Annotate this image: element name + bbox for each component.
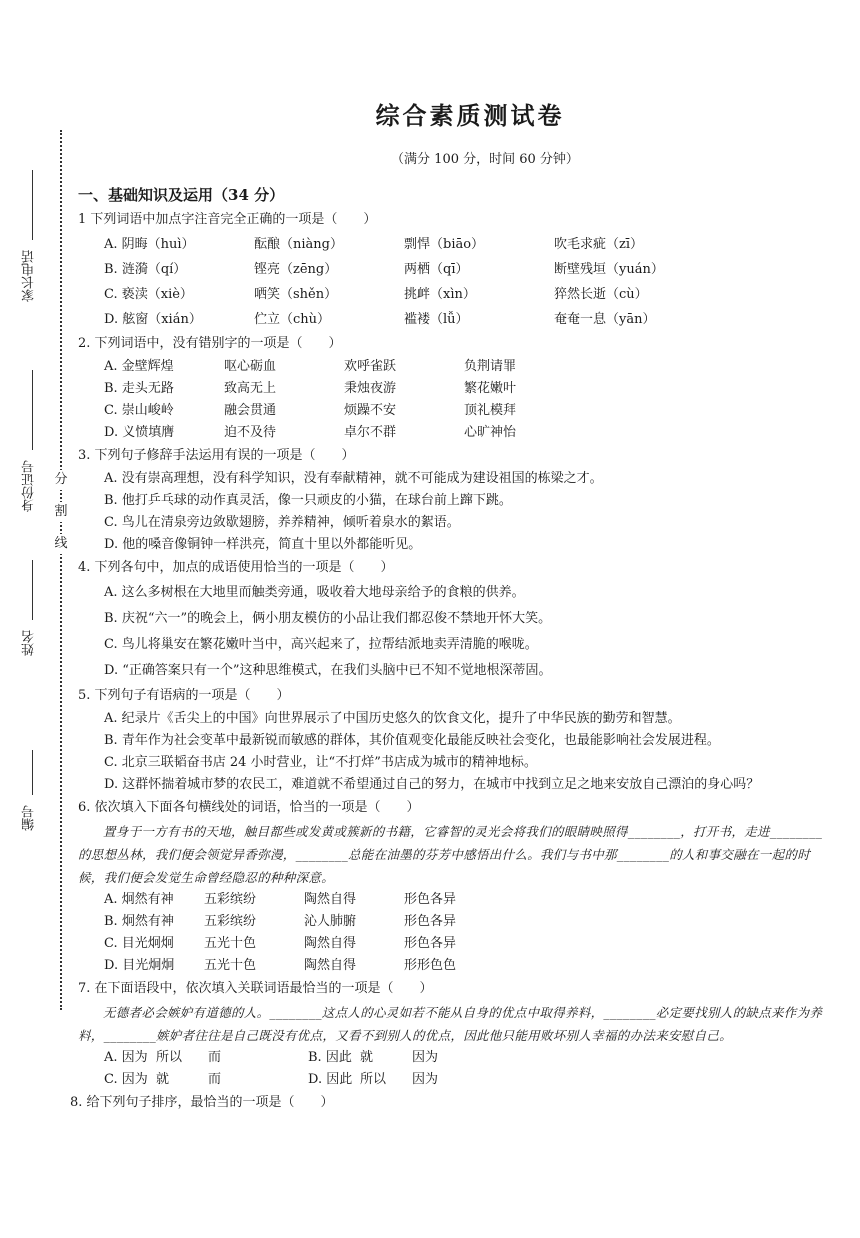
option-text: B. 庆祝“六一”的晚会上，俩小朋友模仿的小品让我们都忍俊不禁地开怀大笑。 [104, 611, 552, 626]
option-row [78, 1047, 840, 1069]
option-cell: B. 走头无路 [104, 381, 174, 396]
option-row [104, 356, 840, 378]
option-cell: 褴褛（lǚ） [404, 312, 469, 327]
option-row [104, 400, 840, 422]
option-cell: C. 目光炯炯 [104, 936, 174, 951]
option-cell: 因为 [412, 1050, 439, 1065]
option-cell: 而 [208, 1050, 222, 1065]
serial-number-blank[interactable] [32, 750, 33, 795]
option-cell: D. 目光炯炯 [104, 958, 175, 973]
reading-passage: 置身于一方有书的天地，触目都些或发黄或簇新的书籍，它睿智的灵光会将我们的眼睛映照得________，打开书，走进________的思想丛林，我们便会领觉异香弥漫，________总能在油墨的芬芳中感悟出什么。我们与书中那________的人和事交融在一起的时候，我们便会发觉生命曾经隐忍的种种深意。 [78, 824, 823, 885]
question-stem: 8. 给下列句子排序，最恰当的一项是（ ） [70, 1095, 334, 1110]
option-cell: A. 因为 [104, 1050, 148, 1065]
option-row [104, 257, 840, 282]
exam-title: 综合素质测试卷 [375, 101, 565, 130]
option-grid [78, 889, 840, 977]
option-text: B. 青年作为社会变革中最新锐而敏感的群体，其价值观变化最能反映社会变化，也最能影响社会发展进程。 [104, 733, 720, 748]
option-cell: 心旷神怡 [464, 425, 517, 440]
option-cell: 陶然自得 [304, 958, 357, 973]
option-cell: C. 崇山峻岭 [104, 403, 174, 418]
option-cell: A. 炯然有神 [104, 892, 174, 907]
parent-phone-label: 家长电话 [22, 250, 37, 302]
option-cell: 伫立（chù） [254, 312, 331, 327]
option-text: D. “正确答案只有一个”这种思维模式，在我们头脑中已不知不觉地根深蒂固。 [104, 663, 552, 678]
option-text: D. 这群怀揣着城市梦的农民工，难道就不希望通过自己的努力，在城市中找到立足之地来安放自己漂泊的身心吗？ [104, 777, 760, 792]
option-cell: 吹毛求疵（zī） [554, 237, 644, 252]
option-cell: 沁人肺腑 [304, 914, 357, 929]
name-label: 姓名 [22, 630, 37, 656]
option-row [104, 955, 840, 977]
option-cell: B. 因此 [308, 1050, 352, 1065]
option-cell: B. 炯然有神 [104, 914, 174, 929]
cut-mark: 割 [52, 502, 70, 522]
option-cell: 五彩缤纷 [204, 892, 257, 907]
option-cell: 铿亮（zēng） [254, 262, 338, 277]
option-row [78, 1069, 840, 1091]
option-cell: A. 金壁辉煌 [104, 359, 174, 374]
option-cell: B. 涟漪（qí） [104, 262, 187, 277]
id-number-blank[interactable] [32, 370, 33, 450]
dotted-cut-line [60, 130, 62, 1010]
question-8 [70, 1091, 840, 1115]
option-row [104, 889, 840, 911]
option-cell: 猝然长逝（cù） [554, 287, 648, 302]
option-row [104, 232, 840, 257]
option-cell: C. 因为 [104, 1072, 148, 1087]
exam-subtitle: （满分 100 分，时间 60 分钟） [391, 152, 579, 167]
question-stem: 3. 下列句子修辞手法运用有误的一项是（ ） [78, 448, 355, 463]
option-text: C. 鸟儿将巢安在繁花嫩叶当中，高兴起来了，拉帮结派地卖弄清脆的喉咙。 [104, 637, 538, 652]
id-number-field [22, 370, 44, 540]
option-cell: D. 因此 [308, 1072, 353, 1087]
option-row [104, 933, 840, 955]
option-cell: A. 阴晦（huì） [104, 237, 195, 252]
option-cell: 欢呼雀跃 [344, 359, 397, 374]
option-text: A. 没有崇高理想，没有科学知识，没有奉献精神，就不可能成为建设祖国的栋梁之才。 [104, 471, 603, 486]
reading-passage: 无德者必会嫉妒有道德的人。________这点人的心灵如若不能从自身的优点中取得养料，________必定要找别人的缺点来作为养料，________嫉妒者往往是自己既没有优点，又看不到别人的优点，因此他只能用败坏别人幸福的办法来安慰自己。 [78, 1005, 823, 1043]
question-stem: 7. 在下面语段中，依次填入关联词语最恰当的一项是（ ） [78, 981, 433, 996]
option-cell: D. 义愤填膺 [104, 425, 175, 440]
option-cell: 顶礼模拜 [464, 403, 517, 418]
option-cell: 五光十色 [204, 936, 257, 951]
option-row [104, 422, 840, 444]
parent-phone-blank[interactable] [32, 170, 33, 240]
option-cell: 形色各异 [404, 936, 457, 951]
option-text: D. 他的嗓音像铜钟一样洪亮，简直十里以外都能听见。 [104, 537, 422, 552]
option-text: C. 北京三联韬奋书店 24 小时营业，让“不打烊”书店成为城市的精神地标。 [104, 755, 537, 770]
option-text: A. 纪录片《舌尖上的中国》向世界展示了中国历史悠久的饮食文化，提升了中华民族的勤劳和智慧。 [104, 711, 681, 726]
option-cell: 形色各异 [404, 892, 457, 907]
option-cell: C. 亵渎（xiè） [104, 287, 193, 302]
cut-mark: 分 [52, 470, 70, 490]
option-grid [78, 232, 840, 332]
question-stem: 4. 下列各句中，加点的成语使用恰当的一项是（ ） [78, 560, 394, 575]
question-4 [78, 556, 840, 684]
option-cell: 哂笑（shěn） [254, 287, 338, 302]
option-cell: 迫不及待 [224, 425, 277, 440]
question-6 [78, 796, 840, 977]
question-2 [78, 332, 840, 444]
option-cell: 负荆请罪 [464, 359, 517, 374]
question-stem: 5. 下列句子有语病的一项是（ ） [78, 688, 290, 703]
id-number-label: 身份证号 [22, 460, 37, 512]
option-text: A. 这么多树根在大地里而触类旁通，吸收着大地母亲给予的食粮的供养。 [104, 585, 525, 600]
option-cell: 五光十色 [204, 958, 257, 973]
parent-phone-field [22, 170, 44, 330]
question-1 [78, 208, 840, 332]
option-cell: 陶然自得 [304, 936, 357, 951]
option-cell: 挑衅（xìn） [404, 287, 476, 302]
option-cell: 断壁残垣（yuán） [554, 262, 664, 277]
name-blank[interactable] [32, 560, 33, 620]
option-text: C. 鸟儿在清泉旁边敛歇翅膀，养养精神，倾听着泉水的絮语。 [104, 515, 460, 530]
option-cell: 剽悍（biāo） [404, 237, 485, 252]
name-field [22, 560, 44, 670]
option-cell: 因为 [412, 1072, 439, 1087]
serial-number-field [22, 750, 44, 850]
option-cell: 形色各异 [404, 914, 457, 929]
section-title: 一、基础知识及运用（34 分） [78, 186, 285, 204]
option-cell: 所以 [360, 1072, 387, 1087]
option-cell: 卓尔不群 [344, 425, 397, 440]
option-cell: 五彩缤纷 [204, 914, 257, 929]
option-row [104, 911, 840, 933]
option-cell: 秉烛夜游 [344, 381, 397, 396]
option-row [104, 307, 840, 332]
question-3 [78, 444, 840, 556]
option-cell: 融会贯通 [224, 403, 277, 418]
option-cell: 两栖（qī） [404, 262, 469, 277]
option-cell: 就 [360, 1050, 374, 1065]
question-stem: 1 下列词语中加点字注音完全正确的一项是（ ） [78, 212, 377, 227]
option-cell: 呕心砺血 [224, 359, 277, 374]
option-cell: 繁花嫩叶 [464, 381, 517, 396]
binding-margin [0, 130, 75, 1010]
option-cell: 陶然自得 [304, 892, 357, 907]
option-cell: 而 [208, 1072, 222, 1087]
option-grid [78, 356, 840, 444]
option-cell: 形形色色 [404, 958, 457, 973]
option-cell: 烦躁不安 [344, 403, 397, 418]
option-cell: 奄奄一息（yān） [554, 312, 656, 327]
option-cell: 就 [156, 1072, 170, 1087]
question-stem: 2. 下列词语中，没有错别字的一项是（ ） [78, 336, 342, 351]
option-cell: 酝酿（niàng） [254, 237, 343, 252]
question-stem: 6. 依次填入下面各句横线处的词语，恰当的一项是（ ） [78, 800, 420, 815]
question-7 [78, 977, 840, 1091]
option-row [104, 378, 840, 400]
option-cell: D. 舷窗（xián） [104, 312, 202, 327]
option-text: B. 他打乒乓球的动作真灵活，像一只顽皮的小猫，在球台前上蹿下跳。 [104, 493, 512, 508]
exam-content [70, 182, 840, 1115]
option-cell: 致高无上 [224, 381, 277, 396]
serial-number-label: 编号 [22, 805, 37, 831]
question-5 [78, 684, 840, 796]
cut-mark: 线 [52, 534, 70, 554]
option-cell: 所以 [156, 1050, 183, 1065]
option-row [104, 282, 840, 307]
